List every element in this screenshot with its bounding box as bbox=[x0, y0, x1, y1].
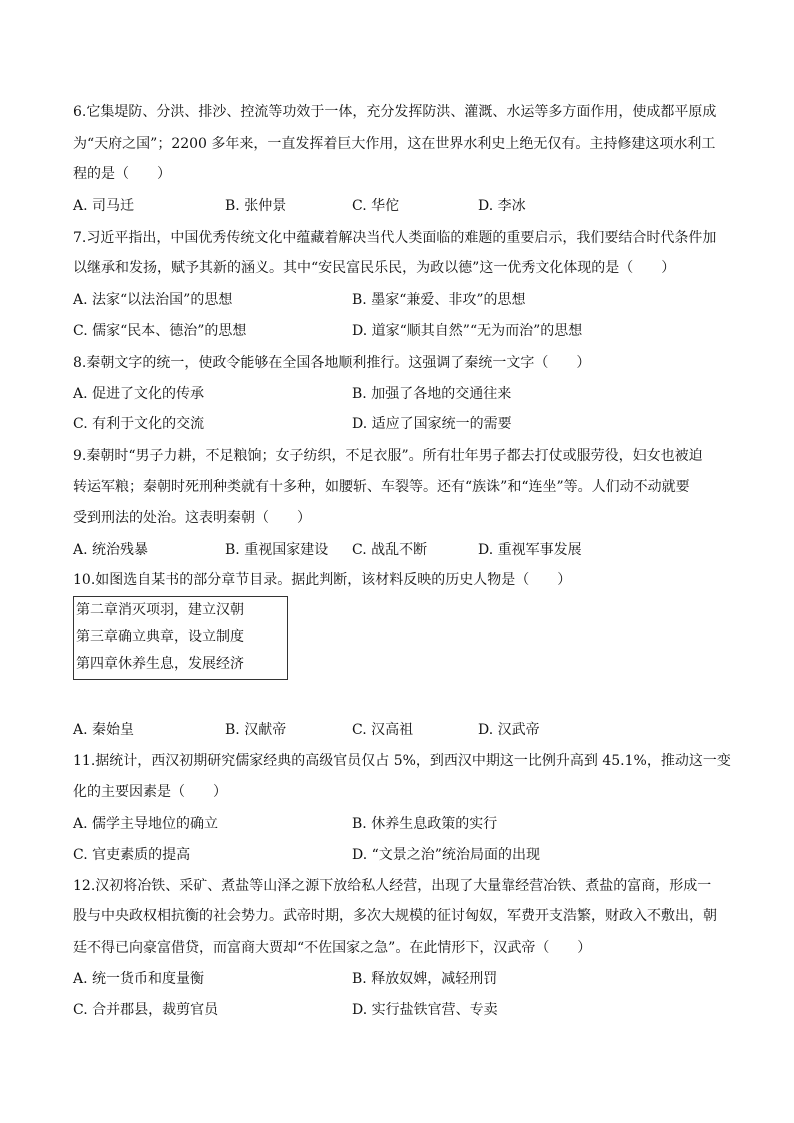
chapter-entry: 第四章休养生息，发展经济 bbox=[76, 656, 244, 672]
question-6-line-3: 程的是（ ） bbox=[73, 166, 171, 182]
chapter-entry: 第二章消灭项羽，建立汉朝 bbox=[76, 602, 244, 618]
question-12-line-1: 12.汉初将冶铁、采矿、煮盐等山泽之源下放给私人经营，出现了大量靠经营冶铁、煮盐的富商，形成一 bbox=[73, 878, 712, 894]
question-8-option-a[interactable]: A. 促进了文化的传承 bbox=[73, 386, 205, 402]
question-7-line-2: 以继承和发扬，赋予其新的涵义。其中“安民富民乐民，为政以德”这一优秀文化体现的是（ ） bbox=[73, 260, 676, 276]
question-11-option-a[interactable]: A. 儒学主导地位的确立 bbox=[73, 816, 219, 832]
question-7-option-b[interactable]: B. 墨家“兼爱、非攻”的思想 bbox=[352, 292, 526, 308]
question-7-option-c[interactable]: C. 儒家“民本、德治”的思想 bbox=[73, 323, 247, 339]
question-6-option-d[interactable]: D. 李冰 bbox=[478, 198, 526, 214]
question-11-line-2: 化的主要因素是（ ） bbox=[73, 784, 227, 800]
question-6-option-b[interactable]: B. 张仲景 bbox=[225, 198, 287, 214]
question-11-option-c[interactable]: C. 官吏素质的提高 bbox=[73, 847, 191, 863]
question-10-option-b[interactable]: B. 汉献帝 bbox=[225, 722, 287, 738]
question-12-line-3: 廷不得已向豪富借贷，而富商大贾却“不佐国家之急”。在此情形下，汉武帝（ ） bbox=[73, 940, 592, 956]
question-8-option-c[interactable]: C. 有利于文化的交流 bbox=[73, 416, 205, 432]
chapter-table-of-contents bbox=[73, 596, 288, 680]
question-6-option-a[interactable]: A. 司马迁 bbox=[73, 198, 135, 214]
question-6-line-2: 为“天府之国”；2200 多年来，一直发挥着巨大作用，这在世界水利史上绝无仅有。主持修建这项水利工 bbox=[73, 136, 716, 152]
question-7-option-a[interactable]: A. 法家“以法治国”的思想 bbox=[73, 292, 233, 308]
question-9-line-2: 转运军粮；秦朝时死刑种类就有十多种，如腰斩、车裂等。还有“族诛”和“连坐”等。人们动不动就要 bbox=[73, 479, 690, 495]
question-12-option-d[interactable]: D. 实行盐铁官营、专卖 bbox=[352, 1002, 498, 1018]
question-12-option-a[interactable]: A. 统一货币和度量衡 bbox=[73, 971, 205, 987]
question-7-option-d[interactable]: D. 道家“顺其自然”“无为而治”的思想 bbox=[352, 323, 583, 339]
question-11-line-1: 11.据统计，西汉初期研究儒家经典的高级官员仅占 5%，到西汉中期这一比例升高到 45.1%，推动这一变 bbox=[73, 753, 731, 769]
question-10-option-c[interactable]: C. 汉高祖 bbox=[352, 722, 414, 738]
question-9-line-1: 9.秦朝时“男子力耕，不足粮饷；女子纺织，不足衣服”。所有壮年男子都去打仗或服劳役，妇女也被迫 bbox=[73, 448, 703, 464]
question-8-option-d[interactable]: D. 适应了国家统一的需要 bbox=[352, 416, 512, 432]
question-9-option-d[interactable]: D. 重视军事发展 bbox=[478, 542, 582, 558]
question-9-option-a[interactable]: A. 统治残暴 bbox=[73, 542, 149, 558]
question-8-option-b[interactable]: B. 加强了各地的交通往来 bbox=[352, 386, 512, 402]
question-8-line-1: 8.秦朝文字的统一，使政令能够在全国各地顺利推行。这强调了秦统一文字（ ） bbox=[73, 355, 591, 371]
question-10-option-d[interactable]: D. 汉武帝 bbox=[478, 722, 540, 738]
question-11-option-b[interactable]: B. 休养生息政策的实行 bbox=[352, 816, 498, 832]
question-9-option-c[interactable]: C. 战乱不断 bbox=[352, 542, 428, 558]
question-11-option-d[interactable]: D. “文景之治”统治局面的出现 bbox=[352, 847, 540, 863]
question-9-line-3: 受到刑法的处治。这表明秦朝（ ） bbox=[73, 510, 311, 526]
question-6-line-1: 6.它集堤防、分洪、排沙、控流等功效于一体，充分发挥防洪、灌溉、水运等多方面作用，使成都平原成 bbox=[73, 104, 717, 120]
question-6-option-c[interactable]: C. 华佗 bbox=[352, 198, 400, 214]
question-12-option-c[interactable]: C. 合并郡县，裁剪官员 bbox=[73, 1002, 219, 1018]
question-10-line-1: 10.如图选自某书的部分章节目录。据此判断，该材料反映的历史人物是（ ） bbox=[73, 572, 572, 588]
question-12-option-b[interactable]: B. 释放奴婢，减轻刑罚 bbox=[352, 971, 498, 987]
question-9-option-b[interactable]: B. 重视国家建设 bbox=[225, 542, 329, 558]
question-7-line-1: 7.习近平指出，中国优秀传统文化中蕴藏着解决当代人类面临的难题的重要启示，我们要结合时代条件加 bbox=[73, 230, 717, 246]
question-12-line-2: 股与中央政权相抗衡的社会势力。武帝时期，多次大规模的征讨匈奴，军费开支浩繁，财政入不敷出，朝 bbox=[73, 908, 717, 924]
chapter-entry: 第三章确立典章，设立制度 bbox=[76, 629, 244, 645]
question-10-option-a[interactable]: A. 秦始皇 bbox=[73, 722, 135, 738]
